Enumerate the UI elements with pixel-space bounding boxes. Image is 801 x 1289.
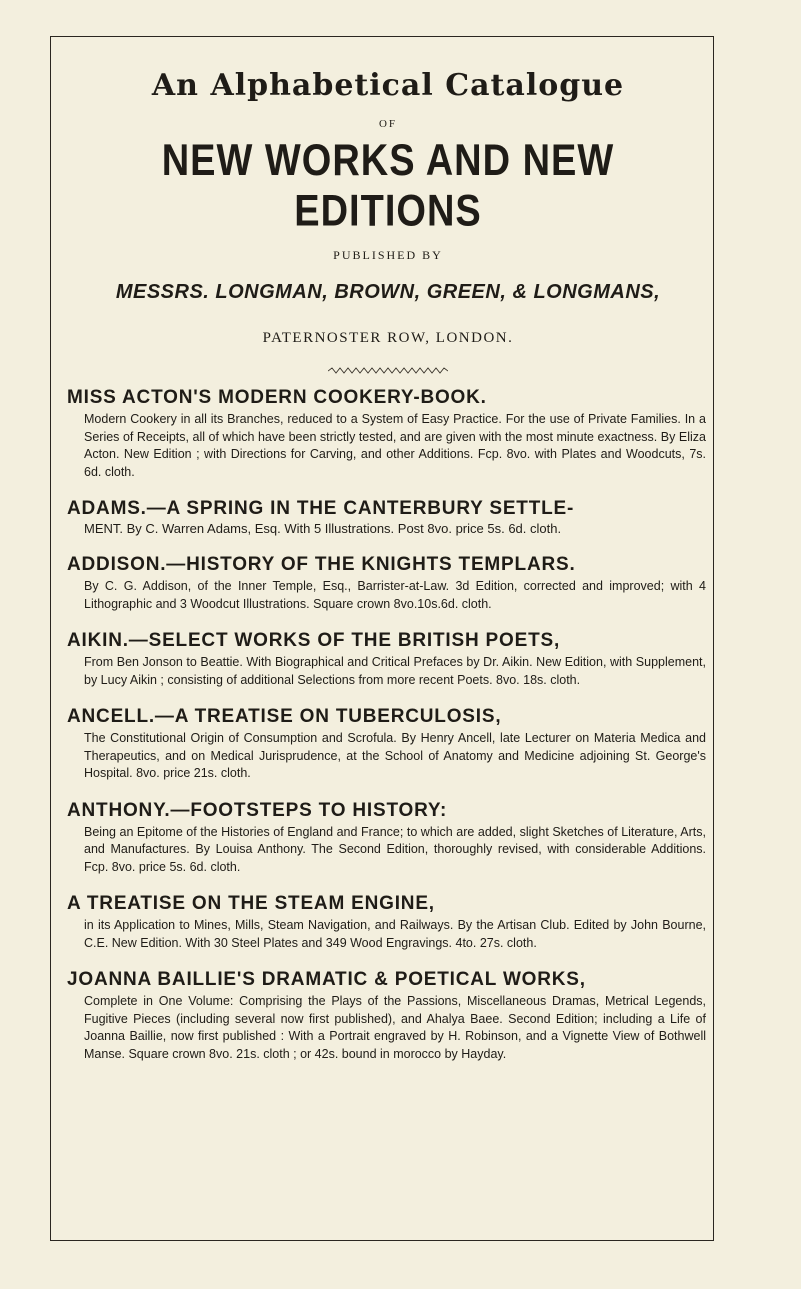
entry-list <box>66 387 710 1063</box>
list-item <box>66 498 710 537</box>
of-label: OF <box>378 118 398 130</box>
entry-title: ANCELL.—A TREATISE ON TUBERCULOSIS, <box>67 706 502 727</box>
entry-description: Modern Cookery in all its Branches, reduced to a System of Easy Practice. For the use of Private Families. In a Series of Receipts, all of which have been strictly tested, and are given with the most minute exactness. By Eliza Acton. New Edition ; with Directions for Carving, and other Additions. Fcp. 8vo. with Plates and Woodcuts, 7s. 6d. cloth. <box>84 412 706 479</box>
entry-description: The Constitutional Origin of Consumption and Scrofula. By Henry Ancell, late Lecturer on Materia Medica and Therapeutics, and on Medical Jurisprudence, at the School of Anatomy and Medicine adjoining St. George's Hospital. 8vo. price 21s. cloth. <box>84 731 706 780</box>
entry-title: ADAMS.—A SPRING IN THE CANTERBURY SETTLE- <box>67 498 575 519</box>
entry-description: By C. G. Addison, of the Inner Temple, Esq., Barrister-at-Law. 3d Edition, corrected and improved; with 4 Lithographic and 3 Woodcut Illustrations. Square crown 8vo.10s.6d. cloth. <box>84 579 706 611</box>
list-item <box>66 706 710 783</box>
entry-title: A TREATISE ON THE STEAM ENGINE, <box>67 893 435 914</box>
list-item <box>66 554 710 613</box>
list-item <box>66 630 710 689</box>
list-item <box>66 387 710 481</box>
entry-title: ANTHONY.—FOOTSTEPS TO HISTORY: <box>67 799 448 821</box>
entry-title: MISS ACTON'S MODERN COOKERY-BOOK. <box>67 387 487 408</box>
entry-title: ADDISON.—HISTORY OF THE KNIGHTS TEMPLARS. <box>67 554 576 575</box>
list-item <box>66 800 710 877</box>
published-by-label: PUBLISHED BY <box>333 248 443 262</box>
headline: NEW WORKS AND NEW EDITIONS <box>161 136 615 237</box>
publisher-address: PATERNOSTER ROW, LONDON. <box>262 330 514 346</box>
entry-description: Complete in One Volume: Comprising the Plays of the Passions, Miscellaneous Dramas, Metrical Legends, Fugitive Pieces (including several now first published), and Ahalya Baee. Second Edition; including a Life of Joanna Baillie, now first published : With a Portrait engraved by H. Robinson, and a Vignette View of Bothwell Manse. Square crown 8vo. 21s. cloth ; or 42s. bound in morocco by Hayday. <box>84 994 706 1061</box>
entry-description: From Ben Jonson to Beattie. With Biographical and Critical Prefaces by Dr. Aikin. New Edition, with Supplement, by Lucy Aikin ; consisting of additional Selections from more recent Poets. 8vo. 18s. cloth. <box>84 655 706 687</box>
publishers-name: MESSRS. LONGMAN, BROWN, GREEN, & LONGMANS, <box>115 281 661 303</box>
entry-description: Being an Epitome of the Histories of England and France; to which are added, slight Sketches of Literature, Arts, and Manufactures. By Louisa Anthony. The Second Edition, thoroughly revised, with considerable Additions. Fcp. 8vo. price 5s. 6d. cloth. <box>84 824 706 874</box>
catalogue-page <box>66 58 710 1080</box>
entry-title-continuation: MENT. By C. Warren Adams, Esq. With 5 Illustrations. Post 8vo. price 5s. 6d. cloth. <box>84 521 562 536</box>
decorative-rule <box>328 367 448 375</box>
page-border-bottom <box>50 1240 714 1241</box>
list-item <box>66 969 710 1063</box>
entry-title: AIKIN.—SELECT WORKS OF THE BRITISH POETS, <box>67 630 561 651</box>
entry-description: in its Application to Mines, Mills, Steam Navigation, and Railways. By the Artisan Club. Edited by John Bourne, C.E. New Edition. With 30 Steel Plates and 349 Wood Engravings. 4to. 27s. cloth. <box>84 918 706 950</box>
catalogue-title: An Alphabetical Catalogue <box>151 68 625 103</box>
list-item <box>66 893 710 952</box>
entry-title: JOANNA BAILLIE'S DRAMATIC & POETICAL WORKS, <box>67 969 586 990</box>
